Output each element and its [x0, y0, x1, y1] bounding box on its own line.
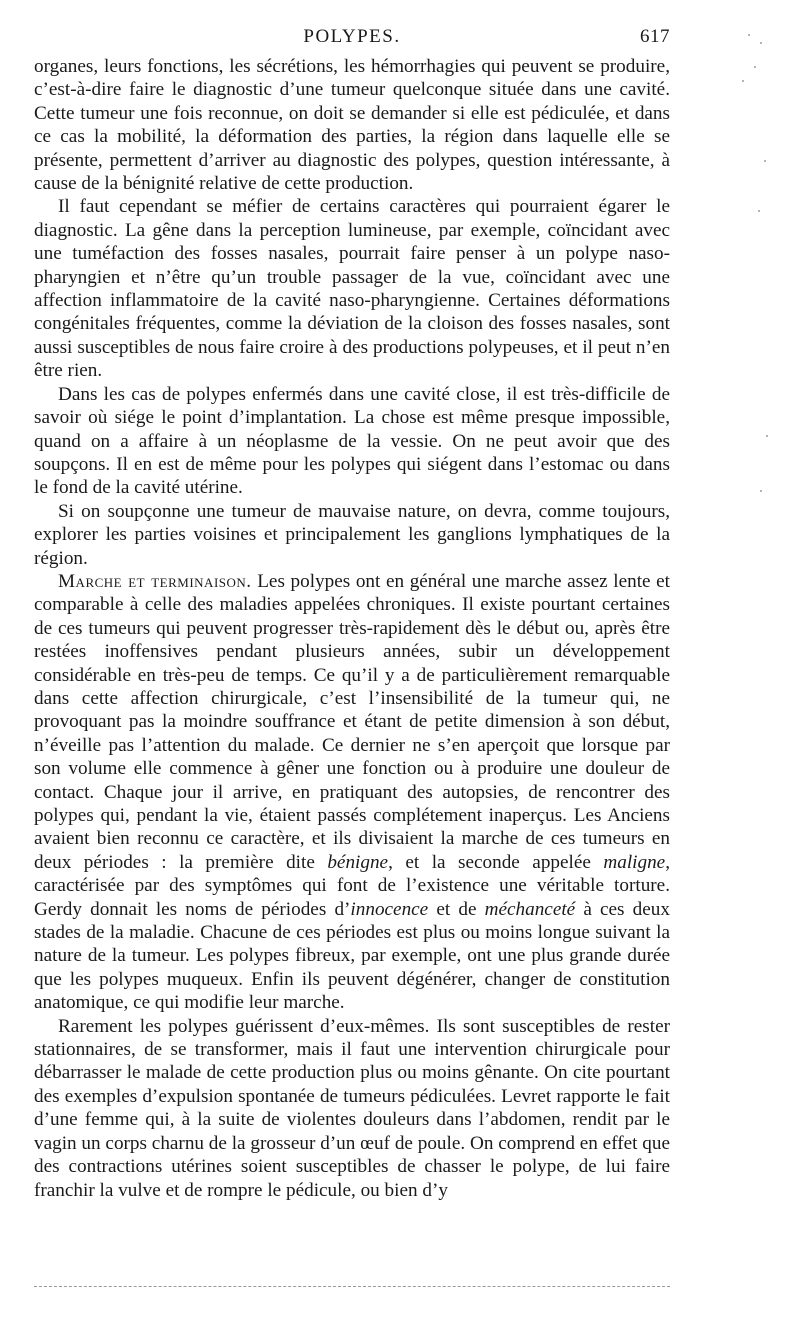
emphasis-text: maligne: [603, 851, 666, 873]
emphasis-text: bénigne: [327, 851, 389, 873]
body-text: [34, 55, 670, 1202]
text-run: à ces deux stades de la maladie. Chacune de ces périodes est plus ou moins longue suivant la nature de la tumeur. Les polypes fibreux, par exemple, ont une plus grande durée que les polypes muqueux. Enfin ils peuvent dégénérer, changer de constitution anatomique, ce qui modifie leur marche.: [34, 898, 670, 1014]
text-run: et de: [428, 898, 485, 920]
paragraph: Il faut cependant se méfier de certains caractères qui pourraient égarer le diagnostic. La gêne dans la perception lumineuse, par exemple, coïncidant avec une tuméfaction des fosses nasales, pourrait faire penser à un polype naso-pharyngien et n’être qu’un trouble passager de la vue, coïncidant avec une affection inflammatoire de la cavité naso-pharyngienne. Certaines déformations congénitales fréquentes, comme la déviation de la cloison des fosses nasales, sont aussi susceptibles de nous faire croire à des productions polypeuses, et il peut n’en être rien.: [34, 196, 670, 382]
paragraph: Dans les cas de polypes enfermés dans une cavité close, il est très-difficile de savoir où siége le point d’implantation. La chose est même presque impossible, quand on a affaire à un néoplasme de la vessie. On ne peut avoir que des soupçons. Il en est de même pour les polypes qui siégent dans l’estomac ou dans le fond de la cavité utérine.: [34, 383, 670, 499]
paragraph-marche-et-terminaison: [34, 570, 670, 1015]
paragraph: Si on soupçonne une tumeur de mauvaise nature, on devra, comme toujours, explorer les parties voisines et principalement les ganglions lymphatiques de la région.: [34, 500, 670, 569]
running-title: POLYPES.: [303, 26, 401, 47]
margin-scan-specks: [730, 20, 790, 540]
bottom-rule: [34, 1286, 670, 1287]
text-run: , caractérisée par des symptômes qui font de l’existence une véritable torture. Gerdy donnait les noms de périodes d’: [34, 851, 670, 920]
paragraph: Rarement les polypes guérissent d’eux-mêmes. Ils sont susceptibles de rester stationnaires, de se transformer, mais il faut une intervention chirurgicale pour débarrasser le malade de cette production plus ou moins gênante. On cite pourtant des exemples d’expulsion spontanée de tumeurs pédiculées. Levret rapporte le fait d’une femme qui, à la suite de violentes douleurs dans l’abdomen, rendit par le vagin un corps charnu de la grosseur d’un œuf de poule. On comprend en effet que des contractions utérines soient susceptibles de chasser le polype, de lui faire franchir la vulve et de rompre le pédicule, ou bien d’y: [34, 1015, 670, 1201]
paragraph: organes, leurs fonctions, les sécrétions, les hémorrhagies qui peuvent se produire, c’est-à-dire faire le diagnostic d’une tumeur quelconque située dans une cavité. Cette tumeur une fois reconnue, on doit se demander si elle est pédiculée, et dans ce cas la mobilité, la déformation des parties, la région dans laquelle elle se présente, permettent d’arriver au diagnostic des polypes, question intéressante, à cause de la bénignité relative de cette production.: [34, 56, 670, 195]
text-run: , et la seconde appelée: [388, 851, 604, 873]
emphasis-text: innocence: [350, 898, 429, 920]
page-number: 617: [640, 26, 670, 47]
text-run: Les polypes ont en général une marche assez lente et comparable à celle des maladies appelées chroniques. Il existe pourtant certaines de ces tumeurs qui peuvent progresser très-rapidement dès le début ou, après être restées inoffensives pendant plusieurs années, subir un développement considérable en très-peu de temps. Ce qu’il y a de particulièrement remarquable dans cette affection chirurgicale, c’est l’insensibilité de la tumeur qui, ne provoquant pas la moindre souffrance et étant de petite dimension à son début, n’éveille pas l’attention du malade. Ce dernier ne s’en aperçoit que lorsque par son volume elle commence à gêner une fonction ou à produire une douleur de contact. Chaque jour il arrive, en pratiquant des autopsies, de rencontrer des polypes qui, pendant la vie, étaient passés complétement inaperçus. Les Anciens avaient bien reconnu ce caractère, et ils divisaient la marche de ces tumeurs en deux périodes : la première dite: [34, 570, 670, 873]
page-header: [34, 26, 670, 52]
emphasis-text: méchanceté: [484, 898, 576, 920]
section-heading: Marche et terminaison.: [58, 570, 252, 592]
